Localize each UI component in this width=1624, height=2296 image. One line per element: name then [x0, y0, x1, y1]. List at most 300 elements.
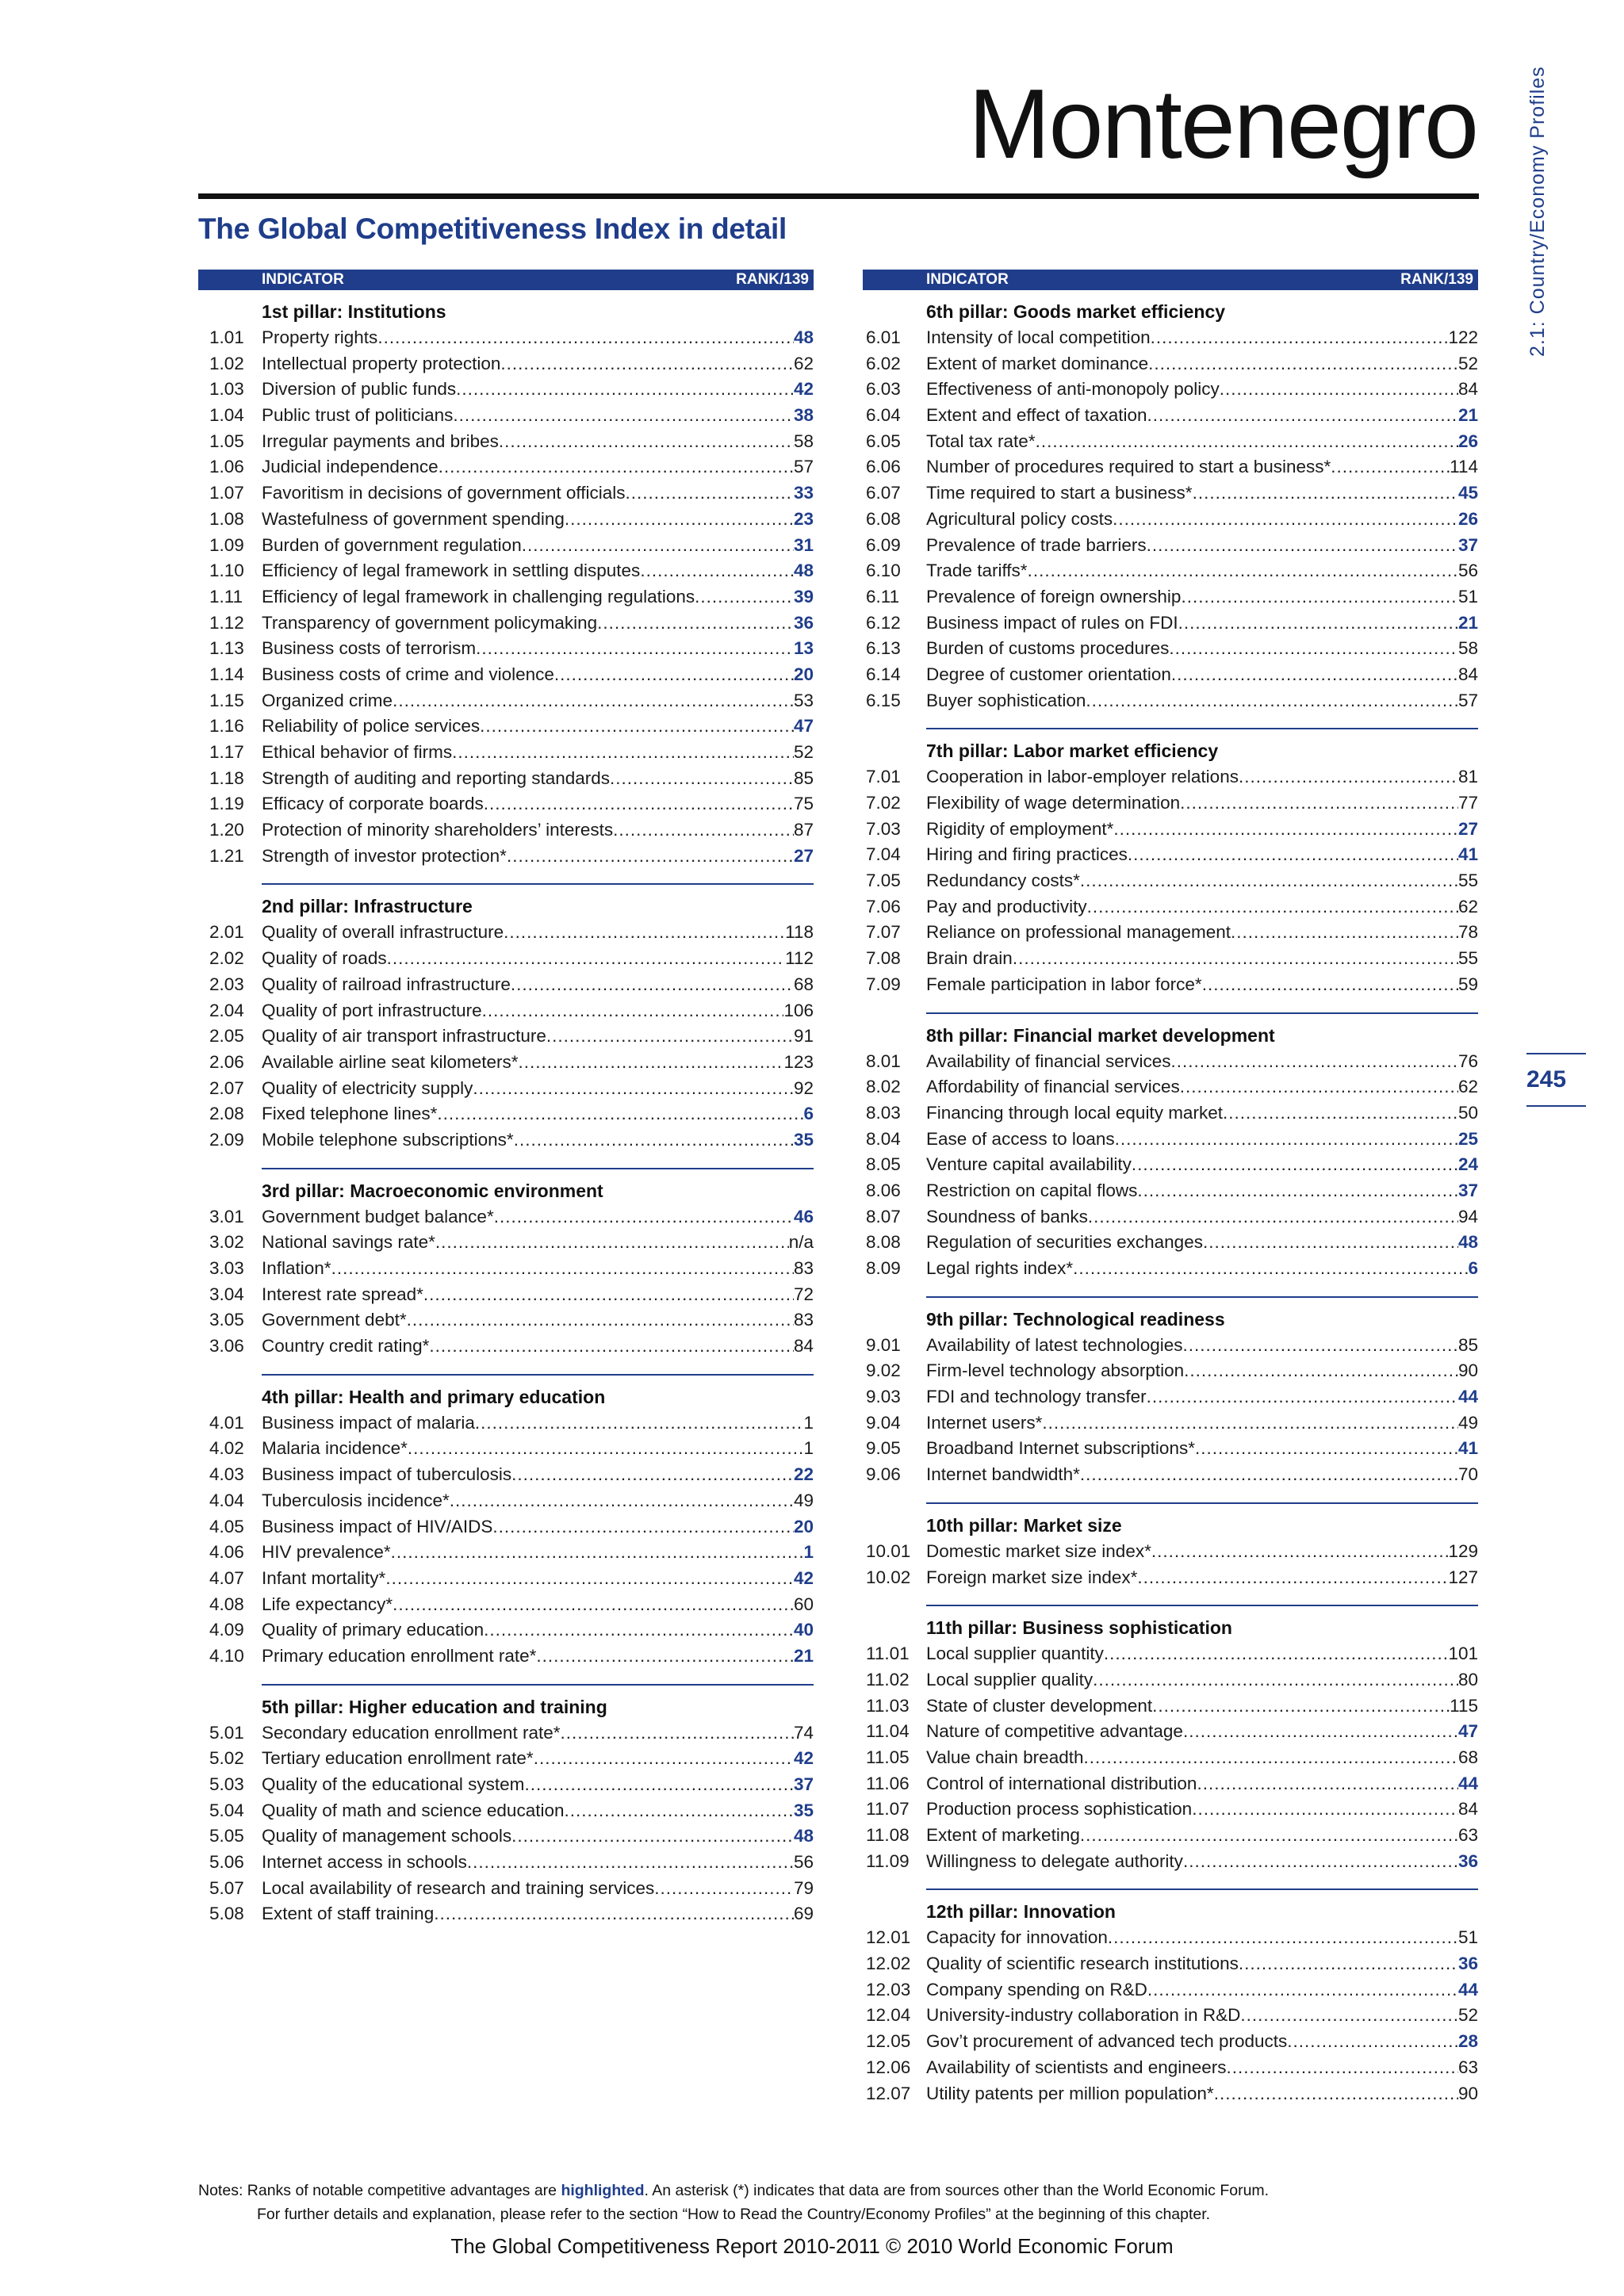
- indicator-row: [198, 1256, 814, 1282]
- indicator-label-wrap: [926, 325, 1448, 351]
- indicator-label: Extent of marketing: [926, 1825, 1080, 1845]
- indicator-rank: 62: [1457, 896, 1478, 916]
- indicator-label: Foreign market size index*: [926, 1567, 1138, 1587]
- indicator-label: University-industry collaboration in R&D: [926, 2005, 1241, 2026]
- indicator-code: 11.06: [866, 1773, 910, 1793]
- indicator-code: 4.07: [209, 1567, 244, 1588]
- indicator-rank: 90: [1457, 2083, 1478, 2103]
- indicator-code: 12.01: [866, 1927, 911, 1948]
- indicator-row: [198, 351, 814, 377]
- indicator-rank: 6: [1468, 1258, 1478, 1278]
- indicator-label-wrap: [926, 662, 1458, 688]
- indicator-code: 2.05: [209, 1026, 244, 1047]
- indicator-code: 1.10: [209, 561, 244, 581]
- indicator-rank: 20: [793, 664, 814, 684]
- indicator-label-wrap: [926, 1384, 1458, 1410]
- dot-leader: [482, 998, 784, 1024]
- indicator-row: [198, 1436, 814, 1462]
- indicator-label: Strength of auditing and reporting standards: [262, 767, 611, 788]
- indicator-label: Pay and productivity: [926, 896, 1087, 916]
- indicator-label: Prevalence of foreign ownership: [926, 586, 1182, 607]
- indicator-label: Quality of math and science education: [262, 1800, 565, 1820]
- indicator-row: [863, 1384, 1478, 1410]
- dot-leader: [407, 1307, 794, 1334]
- indicator-row: [863, 2029, 1478, 2055]
- dot-leader: [1227, 2055, 1458, 2081]
- dot-leader: [1181, 584, 1458, 610]
- indicator-code: 1.20: [209, 820, 244, 840]
- dot-leader: [610, 766, 794, 792]
- dot-leader: [473, 1076, 794, 1102]
- indicator-row: [863, 377, 1478, 403]
- indicator-label: Judicial independence: [262, 457, 439, 477]
- indicator-label-wrap: [262, 1720, 794, 1747]
- indicator-label-wrap: [926, 1462, 1458, 1488]
- dot-leader: [391, 1540, 804, 1566]
- indicator-code: 2.03: [209, 974, 244, 994]
- indicator-label-wrap: [262, 1230, 789, 1256]
- indicator-row: [863, 533, 1478, 559]
- indicator-label-wrap: [926, 972, 1458, 998]
- dot-leader: [511, 1462, 794, 1488]
- indicator-code: 6.09: [866, 534, 901, 555]
- indicator-code: 3.02: [209, 1232, 244, 1253]
- dot-leader: [1214, 2081, 1458, 2107]
- indicator-rank: 78: [1457, 922, 1478, 943]
- pillar-divider: [926, 1888, 1478, 1890]
- dot-leader: [1104, 1641, 1449, 1667]
- indicator-label: Favoritism in decisions of government officials: [262, 483, 626, 503]
- indicator-code: 10.01: [866, 1540, 911, 1561]
- indicator-row: [863, 1256, 1478, 1282]
- dot-leader: [1128, 842, 1458, 868]
- indicator-label: Legal rights index*: [926, 1258, 1074, 1278]
- indicator-label-wrap: [262, 1850, 794, 1876]
- indicator-label: Nature of competitive advantage: [926, 1721, 1183, 1742]
- indicator-row: [863, 1977, 1478, 2003]
- indicator-row: [863, 636, 1478, 662]
- indicator-row: [863, 790, 1478, 817]
- indicator-row: [198, 1746, 814, 1772]
- indicator-label-wrap: [926, 480, 1458, 507]
- indicator-label-wrap: [926, 920, 1458, 946]
- indicator-row: [863, 1849, 1478, 1875]
- indicator-row: [863, 1565, 1478, 1591]
- indicator-label: Irregular payments and bribes: [262, 430, 499, 451]
- indicator-rank: 44: [1457, 1387, 1478, 1407]
- indicator-rank: 57: [1457, 690, 1478, 710]
- left-indicator-column: [198, 270, 814, 1927]
- dot-leader: [1287, 2029, 1458, 2055]
- indicator-row: [863, 429, 1478, 455]
- dot-leader: [1152, 1693, 1450, 1720]
- indicator-code: 6.08: [866, 508, 901, 529]
- indicator-code: 5.07: [209, 1877, 244, 1898]
- dot-leader: [492, 1514, 794, 1540]
- dot-leader: [1147, 403, 1458, 429]
- indicator-row: [198, 403, 814, 429]
- indicator-row: [863, 558, 1478, 584]
- indicator-label: Trade tariffs*: [926, 561, 1028, 581]
- indicator-rank: 22: [793, 1464, 814, 1485]
- indicator-label-wrap: [926, 2055, 1458, 2081]
- indicator-row: [198, 1307, 814, 1334]
- pillar-section: [198, 1374, 814, 1670]
- indicator-rank: 25: [1457, 1128, 1478, 1149]
- indicator-label-wrap: [262, 1540, 803, 1566]
- indicator-rank: 35: [793, 1129, 814, 1150]
- indicator-code: 6.06: [866, 457, 901, 477]
- dot-leader: [429, 1334, 794, 1360]
- pillar-title: 4th pillar: Health and primary education: [262, 1386, 606, 1407]
- indicator-code: 3.01: [209, 1206, 244, 1226]
- indicator-row: [198, 1076, 814, 1102]
- indicator-rank: 90: [1457, 1360, 1478, 1381]
- indicator-label-wrap: [262, 1644, 794, 1670]
- indicator-label-wrap: [926, 377, 1458, 403]
- indicator-code: 11.03: [866, 1695, 910, 1716]
- indicator-label: Tuberculosis incidence*: [262, 1490, 450, 1510]
- indicator-label: Broadband Internet subscriptions*: [926, 1438, 1195, 1459]
- dot-leader: [1113, 507, 1458, 533]
- indicator-code: 4.04: [209, 1490, 244, 1510]
- indicator-row: [198, 1410, 814, 1437]
- dot-leader: [1086, 688, 1458, 714]
- dot-leader: [1203, 1230, 1458, 1256]
- indicator-row: [198, 1024, 814, 1050]
- pillar-divider: [262, 1684, 814, 1686]
- dot-leader: [452, 740, 794, 766]
- dot-leader: [1115, 1127, 1458, 1153]
- indicator-rank: 42: [793, 379, 814, 400]
- indicator-rank: 23: [793, 508, 814, 529]
- dot-leader: [1178, 610, 1458, 637]
- dot-leader: [1137, 1178, 1458, 1204]
- indicator-label: Brain drain: [926, 948, 1013, 969]
- indicator-label: Ease of access to loans: [926, 1128, 1115, 1149]
- indicator-label: State of cluster development: [926, 1695, 1153, 1716]
- indicator-rank: 27: [793, 845, 814, 866]
- indicator-label-wrap: [262, 454, 794, 480]
- indicator-code: 3.03: [209, 1258, 244, 1278]
- indicator-label: Infant mortality*: [262, 1567, 386, 1588]
- indicator-rank: 85: [1457, 1334, 1478, 1355]
- indicator-label: Business costs of terrorism: [262, 638, 477, 659]
- indicator-code: 1.08: [209, 508, 244, 529]
- indicator-label-wrap: [926, 1256, 1468, 1282]
- dot-leader: [494, 1204, 794, 1230]
- indicator-code: 1.12: [209, 612, 244, 633]
- indicator-row: [863, 972, 1478, 998]
- dot-leader: [1088, 1204, 1458, 1230]
- notes-line-1: [198, 2179, 1483, 2202]
- indicator-label-wrap: [926, 1410, 1458, 1437]
- indicator-row: [198, 1823, 814, 1850]
- indicator-label: Local availability of research and training services: [262, 1877, 655, 1898]
- indicator-label-wrap: [262, 1798, 794, 1824]
- indicator-label-wrap: [926, 868, 1458, 894]
- indicator-label: Protection of minority shareholders’ interests: [262, 820, 614, 840]
- indicator-label-wrap: [262, 1307, 794, 1334]
- indicator-row: [198, 1850, 814, 1876]
- indicator-code: 1.17: [209, 742, 244, 762]
- indicator-label-wrap: [926, 1100, 1458, 1127]
- indicator-row: [198, 325, 814, 351]
- indicator-row: [198, 688, 814, 714]
- indicator-label: Gov’t procurement of advanced tech products: [926, 2031, 1288, 2052]
- indicator-code: 7.04: [866, 844, 901, 865]
- indicator-rank: 60: [793, 1594, 814, 1614]
- dot-leader: [423, 1282, 794, 1308]
- indicator-row: [863, 662, 1478, 688]
- indicator-row: [863, 1152, 1478, 1178]
- dot-leader: [1036, 429, 1458, 455]
- indicator-label: Soundness of banks: [926, 1206, 1088, 1226]
- indicator-rank: 85: [793, 767, 814, 788]
- indicator-label-wrap: [262, 1901, 794, 1927]
- dot-leader: [534, 1746, 794, 1772]
- indicator-row: [863, 1925, 1478, 1951]
- indicator-rank: 21: [1457, 612, 1478, 633]
- indicator-label: Availability of scientists and engineers: [926, 2057, 1227, 2077]
- pillar-divider: [262, 883, 814, 885]
- dot-leader: [499, 429, 794, 455]
- indicator-label: Production process sophistication: [926, 1799, 1193, 1820]
- indicator-code: 6.10: [866, 561, 901, 581]
- indicator-header: INDICATOR: [926, 271, 1009, 288]
- indicator-label: Primary education enrollment rate*: [262, 1645, 537, 1666]
- indicator-label: Control of international distribution: [926, 1773, 1197, 1793]
- indicator-row: [863, 1178, 1478, 1204]
- indicator-rank: 81: [1457, 767, 1478, 787]
- dot-leader: [1223, 1100, 1458, 1127]
- indicator-code: 11.09: [866, 1850, 910, 1871]
- indicator-row: [198, 817, 814, 844]
- indicator-rank: 26: [1457, 430, 1478, 451]
- pillar-title: 2nd pillar: Infrastructure: [262, 896, 473, 917]
- dot-leader: [393, 688, 794, 714]
- indicator-label: Effectiveness of anti-monopoly policy: [926, 379, 1220, 400]
- indicator-rank: 79: [793, 1877, 814, 1898]
- indicator-code: 2.07: [209, 1077, 244, 1098]
- indicator-label: Business impact of tuberculosis: [262, 1464, 512, 1485]
- dot-leader: [393, 1592, 794, 1618]
- dot-leader: [434, 1901, 794, 1927]
- indicator-label-wrap: [262, 1101, 803, 1127]
- indicator-label: Reliability of police services: [262, 716, 481, 737]
- indicator-label-wrap: [262, 610, 794, 637]
- dot-leader: [519, 1050, 784, 1076]
- indicator-row: [863, 894, 1478, 920]
- indicator-row: [198, 1204, 814, 1230]
- indicator-label-wrap: [926, 1152, 1458, 1178]
- indicator-label: Government budget balance*: [262, 1206, 494, 1226]
- dot-leader: [1083, 1745, 1457, 1771]
- indicator-label-wrap: [926, 584, 1458, 610]
- indicator-code: 2.09: [209, 1129, 244, 1150]
- dot-leader: [439, 454, 794, 480]
- indicator-rank: 62: [793, 353, 814, 373]
- notes-highlight-word: highlighted: [561, 2182, 645, 2199]
- indicator-label-wrap: [926, 1693, 1450, 1720]
- pillar-divider: [926, 728, 1478, 729]
- indicator-row: [198, 1901, 814, 1927]
- indicator-row: [863, 1204, 1478, 1230]
- indicator-label-wrap: [926, 1849, 1458, 1875]
- indicator-label: Property rights: [262, 327, 378, 347]
- indicator-label-wrap: [262, 533, 794, 559]
- dot-leader: [1042, 1410, 1458, 1437]
- indicator-label-wrap: [262, 817, 794, 844]
- indicator-rank: 55: [1457, 871, 1478, 891]
- indicator-label-wrap: [926, 1230, 1458, 1256]
- indicator-label-wrap: [926, 1127, 1458, 1153]
- indicator-label: Cooperation in labor-employer relations: [926, 767, 1239, 787]
- indicator-label-wrap: [262, 1076, 794, 1102]
- indicator-row: [198, 946, 814, 972]
- indicator-label: Quality of scientific research institutions: [926, 1954, 1239, 1974]
- indicator-label-wrap: [926, 1358, 1458, 1384]
- indicator-row: [198, 429, 814, 455]
- indicator-rank: 76: [1457, 1050, 1478, 1071]
- indicator-rank: 49: [793, 1490, 814, 1510]
- dot-leader: [484, 1617, 794, 1644]
- dot-leader: [1180, 1074, 1458, 1100]
- dot-leader: [437, 1101, 803, 1127]
- dot-leader: [1169, 636, 1458, 662]
- indicator-code: 6.05: [866, 430, 901, 451]
- dot-leader: [1073, 1256, 1468, 1282]
- indicator-rank: 70: [1457, 1464, 1478, 1485]
- indicator-code: 4.03: [209, 1464, 244, 1485]
- indicator-row: [198, 480, 814, 507]
- pillar-divider: [926, 1605, 1478, 1606]
- indicator-code: 5.05: [209, 1826, 244, 1846]
- dot-leader: [1087, 894, 1458, 920]
- indicator-rank: 106: [783, 1000, 814, 1020]
- dot-leader: [1013, 946, 1458, 972]
- indicator-code: 3.06: [209, 1336, 244, 1357]
- indicator-label: Country credit rating*: [262, 1336, 430, 1357]
- indicator-label-wrap: [926, 1436, 1458, 1462]
- indicator-code: 5.01: [209, 1722, 244, 1743]
- indicator-rank: 42: [793, 1567, 814, 1588]
- indicator-label: Government debt*: [262, 1310, 407, 1330]
- indicator-label-wrap: [262, 791, 794, 817]
- dot-leader: [456, 377, 794, 403]
- indicator-code: 12.07: [866, 2083, 911, 2103]
- indicator-row: [863, 1771, 1478, 1797]
- indicator-code: 7.05: [866, 871, 901, 891]
- pillar-section: [198, 883, 814, 1153]
- indicator-rank: n/a: [788, 1232, 814, 1253]
- indicator-code: 8.03: [866, 1102, 901, 1123]
- indicator-label: Value chain breadth: [926, 1747, 1084, 1767]
- pillar-title: 10th pillar: Market size: [926, 1514, 1122, 1536]
- right-indicator-column: [863, 270, 1478, 2107]
- indicator-label: Female participation in labor force*: [926, 974, 1202, 994]
- indicator-label-wrap: [926, 636, 1458, 662]
- dot-leader: [1080, 1823, 1458, 1849]
- indicator-row: [863, 325, 1478, 351]
- indicator-rank: 44: [1457, 1979, 1478, 1999]
- indicator-label: Buyer sophistication: [926, 690, 1086, 710]
- indicator-row: [863, 1745, 1478, 1771]
- indicator-row: [863, 842, 1478, 868]
- indicator-label: Quality of port infrastructure: [262, 1000, 482, 1020]
- indicator-row: [863, 1539, 1478, 1565]
- indicator-rank: 77: [1457, 793, 1478, 813]
- indicator-row: [863, 1951, 1478, 1977]
- indicator-label-wrap: [262, 1876, 794, 1902]
- dot-leader: [536, 1644, 794, 1670]
- dot-leader: [467, 1850, 794, 1876]
- indicator-label: Availability of latest technologies: [926, 1334, 1183, 1355]
- indicator-rank: 57: [793, 457, 814, 477]
- indicator-rank: 46: [793, 1206, 814, 1226]
- indicator-label-wrap: [262, 1823, 794, 1850]
- indicator-label-wrap: [926, 1565, 1448, 1591]
- indicator-rank: 37: [793, 1774, 814, 1794]
- indicator-row: [863, 920, 1478, 946]
- pillar-section: [863, 298, 1478, 714]
- indicator-label-wrap: [926, 946, 1458, 972]
- indicator-rank: 92: [793, 1077, 814, 1098]
- indicator-row: [863, 403, 1478, 429]
- title-rule: [198, 193, 1479, 199]
- indicator-row: [863, 1693, 1478, 1720]
- indicator-label-wrap: [262, 662, 794, 688]
- indicator-rank: 52: [1457, 353, 1478, 373]
- indicator-rank: 84: [1457, 379, 1478, 400]
- dot-leader: [1147, 1384, 1458, 1410]
- indicator-rank: 84: [1457, 664, 1478, 684]
- pillar-section: [198, 1168, 814, 1360]
- indicator-row: [198, 636, 814, 662]
- dot-leader: [476, 636, 794, 662]
- indicator-label: Time required to start a business*: [926, 483, 1193, 503]
- indicator-rank: 6: [803, 1104, 814, 1124]
- indicator-row: [198, 844, 814, 870]
- indicator-rank: 37: [1457, 1180, 1478, 1200]
- indicator-label: Affordability of financial services: [926, 1077, 1180, 1097]
- indicator-row: [198, 1282, 814, 1308]
- indicator-label-wrap: [926, 1951, 1458, 1977]
- indicator-label: Efficiency of legal framework in challenging regulations: [262, 586, 695, 607]
- indicator-label: Prevalence of trade barriers: [926, 534, 1147, 555]
- indicator-row: [198, 1720, 814, 1747]
- indicator-label: Utility patents per million population*: [926, 2083, 1214, 2103]
- indicator-label: Secondary education enrollment rate*: [262, 1722, 561, 1743]
- indicator-row: [198, 920, 814, 946]
- indicator-code: 6.13: [866, 638, 901, 659]
- indicator-row: [198, 1334, 814, 1360]
- indicator-label-wrap: [262, 1514, 794, 1540]
- indicator-code: 1.15: [209, 690, 244, 710]
- indicator-row: [863, 507, 1478, 533]
- indicator-code: 8.01: [866, 1050, 901, 1071]
- indicator-code: 7.07: [866, 922, 901, 943]
- indicator-label-wrap: [262, 844, 794, 870]
- indicator-label: Intellectual property protection: [262, 353, 501, 373]
- indicator-code: 12.05: [866, 2031, 911, 2052]
- dot-leader: [695, 584, 794, 610]
- indicator-label: Fixed telephone lines*: [262, 1104, 438, 1124]
- indicator-label: Malaria incidence*: [262, 1438, 408, 1459]
- indicator-code: 8.02: [866, 1077, 901, 1097]
- dot-leader: [1093, 1667, 1458, 1693]
- pillar-divider: [262, 1374, 814, 1376]
